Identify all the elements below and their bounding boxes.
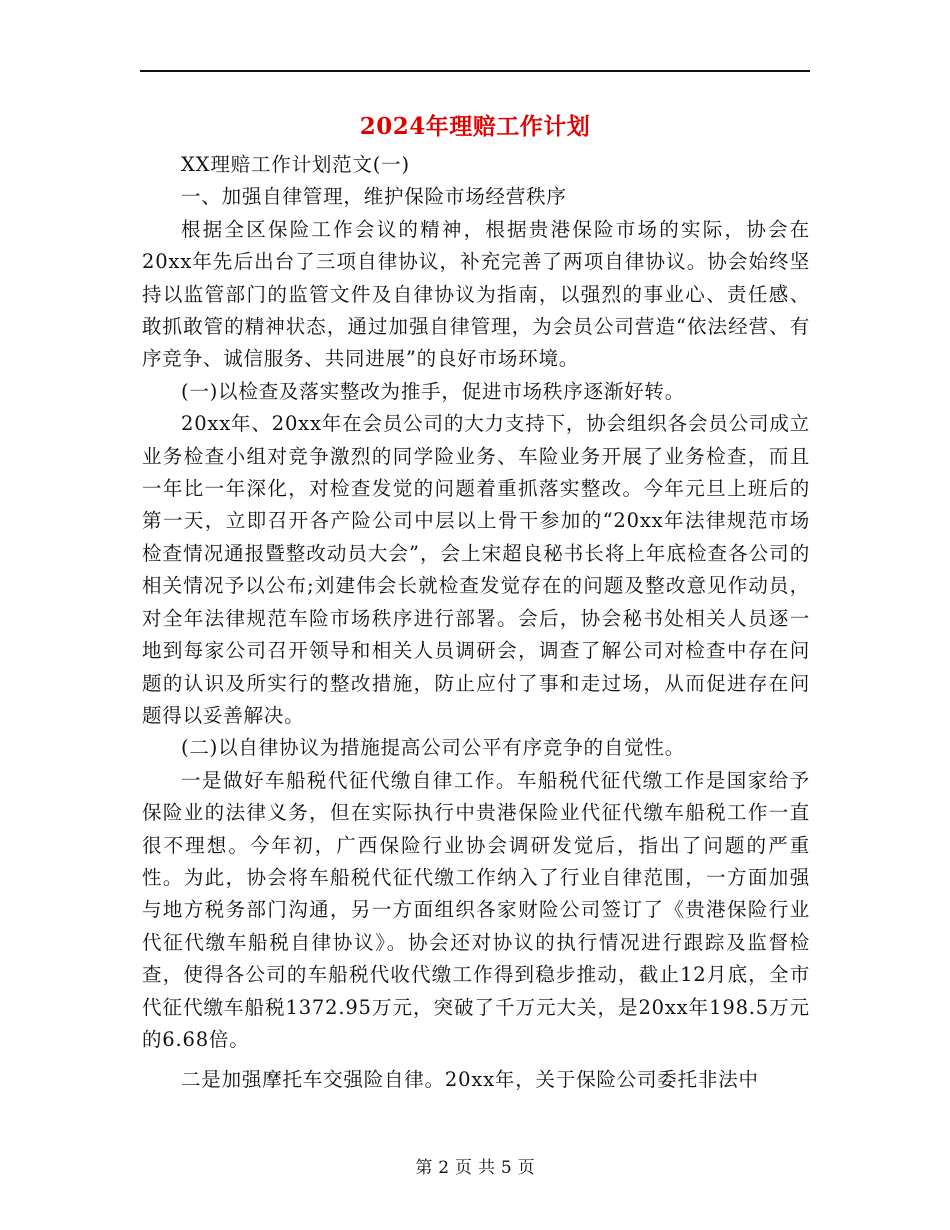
paragraph-subheading: (二)以自律协议为措施提高公司公平有序竞争的自觉性。 [181, 736, 686, 760]
paragraph-section-heading: 一、加强自律管理，维护保险市场经营秩序 [181, 185, 567, 209]
footer-ye: 页 [455, 1158, 473, 1178]
footer-ye2: 页 [517, 1158, 535, 1178]
paragraph: 一是做好车船税代征代缴自律工作。车船税代征代缴工作是国家给予保险业的法律义务，但在实际执行中贵港保险业代征代缴车船税工作一直很不理想。今年初，广西保险行业协会调研发觉后，指出了问题的严重性。为此，协会将车船税代征代缴工作纳入了行业自律范围，一方面加强与地方税务部门沟通，另一方面组织各家财险公司签订了《贵港保险行业代征代缴车船税自律协议》。协会还对协议的执行情况进行跟踪及监督检查，使得各公司的车船税代收代缴工作得到稳步推动，截止12月底，全市代征代缴车船税1372.95万元，突破了千万元大关，是20xx年198.5万元的6.68倍。 [142, 768, 810, 1051]
paragraph-subtitle: XX理赔工作计划范文(一) [181, 153, 410, 176]
document-body [142, 149, 810, 1097]
footer-di: 第 [415, 1158, 433, 1178]
document-title: 2024年理赔工作计划 [359, 113, 591, 140]
header-rule [140, 70, 810, 72]
footer-total-pages: 5 [500, 1158, 512, 1178]
footer-page-number: 2 [438, 1158, 450, 1178]
paragraph: 二是加强摩托车交强险自律。20xx年，关于保险公司委托非法中 [181, 1068, 759, 1092]
paragraph: 根据全区保险工作会议的精神，根据贵港保险市场的实际，协会在20xx年先后出台了三项自律协议，补充完善了两项自律协议。协会始终坚持以监管部门的监管文件及自律协议为指南，以强烈的事业心、责任感、敢抓敢管的精神状态，通过加强自律管理，为会员公司营造“依法经营、有序竞争、诚信服务、共同进展”的良好市场环境。 [142, 217, 810, 371]
footer-gong: 共 [477, 1158, 495, 1178]
page-footer [140, 1153, 810, 1178]
paragraph: 20xx年、20xx年在会员公司的大力支持下，协会组织各会员公司成立业务检查小组对竞争激烈的同学险业务、车险业务开展了业务检查，而且一年比一年深化，对检查发觉的问题着重抓落实整改。今年元旦上班后的第一天，立即召开各产险公司中层以上骨干参加的“20xx年法律规范市场检查情况通报暨整改动员大会”，会上宋超良秘书长将上年底检查各公司的相关情况予以公布;刘建伟会长就检查发觉存在的问题及整改意见作动员，对全年法律规范车险市场秩序进行部署。会后，协会秘书处相关人员逐一地到每家公司召开领导和相关人员调研会，调查了解公司对检查中存在问题的认识及所实行的整改措施，防止应付了事和走过场，从而促进存在问题得以妥善解决。 [142, 412, 810, 727]
paragraph-subheading: (一)以检查及落实整改为推手，促进市场秩序逐渐好转。 [181, 379, 686, 403]
